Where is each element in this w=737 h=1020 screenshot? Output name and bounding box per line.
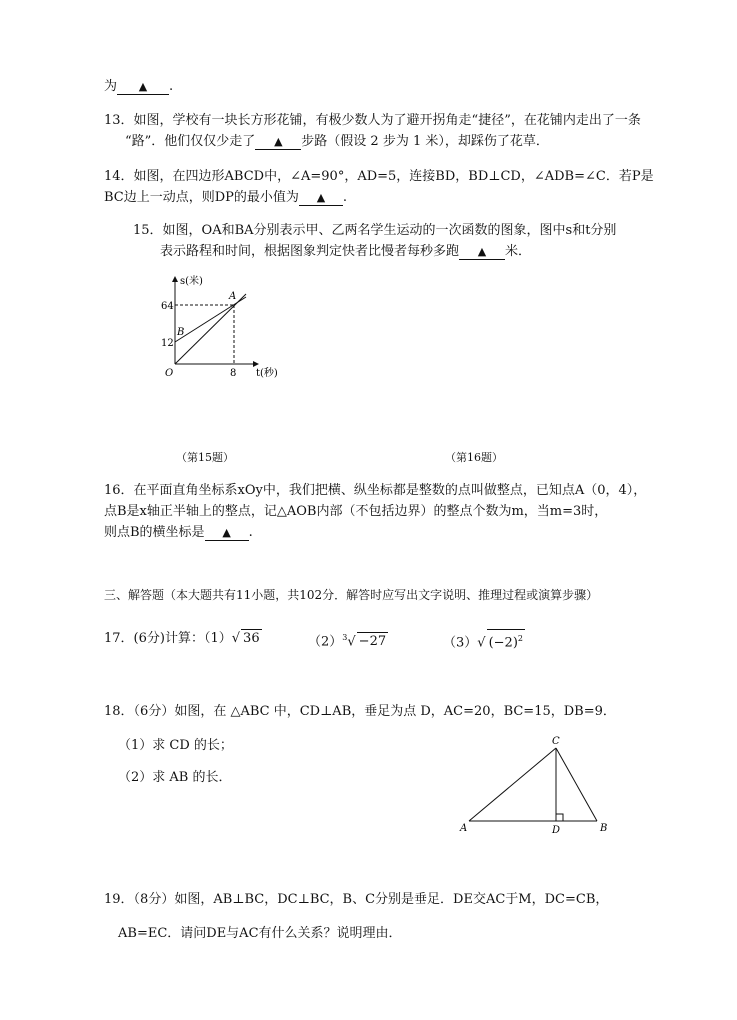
line-ba [175, 297, 246, 342]
side-bc [556, 748, 597, 821]
section-3-heading: 三、解答题（本大题共有11小题，共102分．解答时应写出文字说明、推理过程或演算步骤） [104, 588, 599, 602]
exponent: 2 [517, 634, 523, 643]
right-angle-mark [556, 814, 563, 821]
radicand-3: (−2) [488, 635, 518, 651]
tick-y-64: 64 [161, 301, 174, 312]
radicand-1: 36 [243, 631, 260, 646]
q17-part3: （3）√ $(-2)^2$ [443, 629, 525, 652]
answer-blank: ▲ [205, 526, 249, 541]
tick-y-12: 12 [161, 338, 174, 349]
q15-line2: 表示路程和时间，根据图象判定快者比慢者每秒多跑 ▲ 米． [160, 244, 532, 259]
point-a-label: A [229, 291, 237, 302]
q18-triangle-figure [455, 735, 625, 835]
q13-line1: 13．如图，学校有一块长方形花铺，有极少数人为了避开拐角走“捷径”，在花铺内走出了一条 [104, 113, 641, 128]
vertex-a: A [460, 823, 468, 834]
q18-head: 18．（6分）如图，在 △ABC 中，CD⊥AB，垂足为点 D，AC=20，BC=15，DB=9． [104, 704, 616, 719]
q17-part2: $(2)^3√ -27$ [308, 633, 387, 650]
q14-line1: 14．如图，在四边形ABCD中，∠A=90°，AD=5，连接BD，BD⊥CD，∠ADB=∠C．若P是 [104, 169, 654, 184]
caption-16: （第16题） [445, 451, 503, 464]
side-ac [469, 748, 556, 821]
q16-line3: 则点B的横坐标是 ▲ . [104, 525, 253, 540]
sqrt-symbol: √ [347, 634, 356, 650]
q18-part1: （1）求 CD 的长； [118, 738, 233, 753]
sqrt-symbol: √ [477, 635, 486, 651]
q19-line2: AB=EC．请问DE与AC有什么关系？说明理由． [118, 926, 402, 941]
point-b-label: B [177, 327, 185, 338]
origin-label: O [165, 368, 174, 379]
q17: 17．(6分)计算：（1）√ 36 [104, 631, 260, 646]
q12-tail: 为 ▲ . [104, 79, 174, 94]
answer-blank: ▲ [459, 245, 505, 260]
q13-line2: “路”．他们仅仅少走了 ▲ 步路（假设 2 步为 1 米），却踩伤了花草． [125, 134, 549, 149]
q18-part2: （2）求 AB 的长． [118, 770, 232, 785]
q15-graph [160, 272, 300, 387]
answer-blank: ▲ [117, 80, 169, 95]
radicand-2: −27 [358, 634, 387, 650]
q19-line1: 19．（8分）如图，AB⊥BC，DC⊥BC，B、C分别是垂足．DE交AC于M，DC=CB， [104, 892, 609, 907]
root-index: 3 [342, 633, 348, 642]
y-axis-label: s(米) [180, 276, 203, 287]
q16-line1: 16．在平面直角坐标系xOy中，我们把横、纵坐标都是整数的点叫做整点，已知点A（0，4）， [104, 483, 647, 498]
vertex-b: B [600, 823, 608, 834]
q14-line2: BC边上一动点，则DP的最小值为 ▲ . [104, 190, 348, 205]
sqrt-symbol: √ [231, 631, 241, 646]
vertex-d: D [552, 825, 561, 835]
vertex-c: C [552, 736, 560, 747]
x-axis-label: t(秒) [256, 368, 278, 379]
caption-15: （第15题） [176, 451, 234, 464]
tick-x-8: 8 [230, 368, 237, 379]
answer-blank: ▲ [299, 191, 343, 206]
answer-blank: ▲ [255, 135, 301, 150]
q16-line2: 点B是x轴正半轴上的整点，记△AOB内部（不包括边界）的整点个数为m，当m=3时， [104, 504, 608, 519]
q15-line1: 15．如图，OA和BA分别表示甲、乙两名学生运动的一次函数的图象，图中s和t分别 [133, 223, 617, 238]
